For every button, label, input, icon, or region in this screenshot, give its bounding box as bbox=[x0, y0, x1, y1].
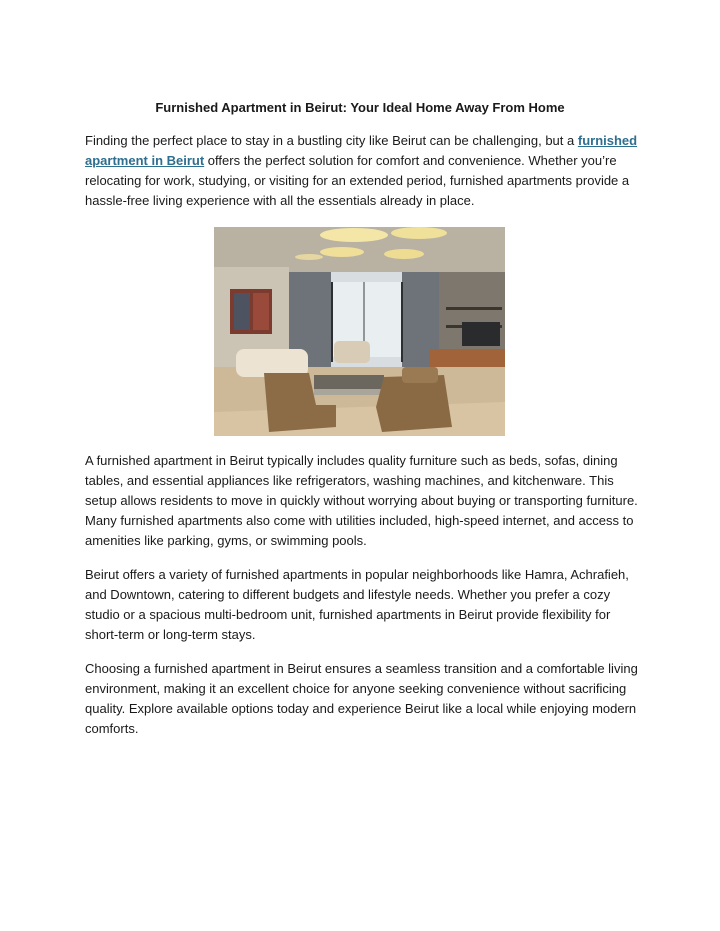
page-title: Furnished Apartment in Beirut: Your Ideal Home Away From Home bbox=[155, 100, 565, 115]
furnished-apartment-link[interactable]: furnished apartment in Beirut bbox=[85, 133, 638, 168]
body-paragraph-2: Beirut offers a variety of furnished apartments in popular neighborhoods like Hamra, Achrafieh, and Downtown, catering to different budgets and lifestyle needs. Whether you prefer a cozy studio or a spacious multi-bedroom unit, furnished apartments in Beirut provide flexibility for short-term or long-term stays. bbox=[85, 567, 629, 642]
body-paragraph-3: Choosing a furnished apartment in Beirut ensures a seamless transition and a comfortable living environment, making it an excellent choice for anyone seeking convenience without sacrificing quality. Explore available options today and experience Beirut like a local while enjoying modern comforts. bbox=[85, 661, 638, 736]
intro-text-before-link: Finding the perfect place to stay in a bustling city like Beirut can be challenging, but a bbox=[85, 133, 578, 148]
body-paragraph-1: A furnished apartment in Beirut typically includes quality furniture such as beds, sofas, dining tables, and essential appliances like refrigerators, washing machines, and kitchenware. This setup allows residents to move in quickly without worrying about buying or transporting furniture. Many furnished apartments also come with utilities included, high-speed internet, and access to amenities like parking, gyms, or swimming pools. bbox=[85, 453, 638, 548]
intro-paragraph bbox=[85, 131, 645, 211]
intro-text-after-link: offers the perfect solution for comfort and convenience. Whether you’re relocating for work, studying, or visiting for an extended period, furnished apartments provide a hassle-free living experience with all the essentials already in place. bbox=[85, 153, 630, 208]
living-room-photo bbox=[214, 227, 505, 436]
